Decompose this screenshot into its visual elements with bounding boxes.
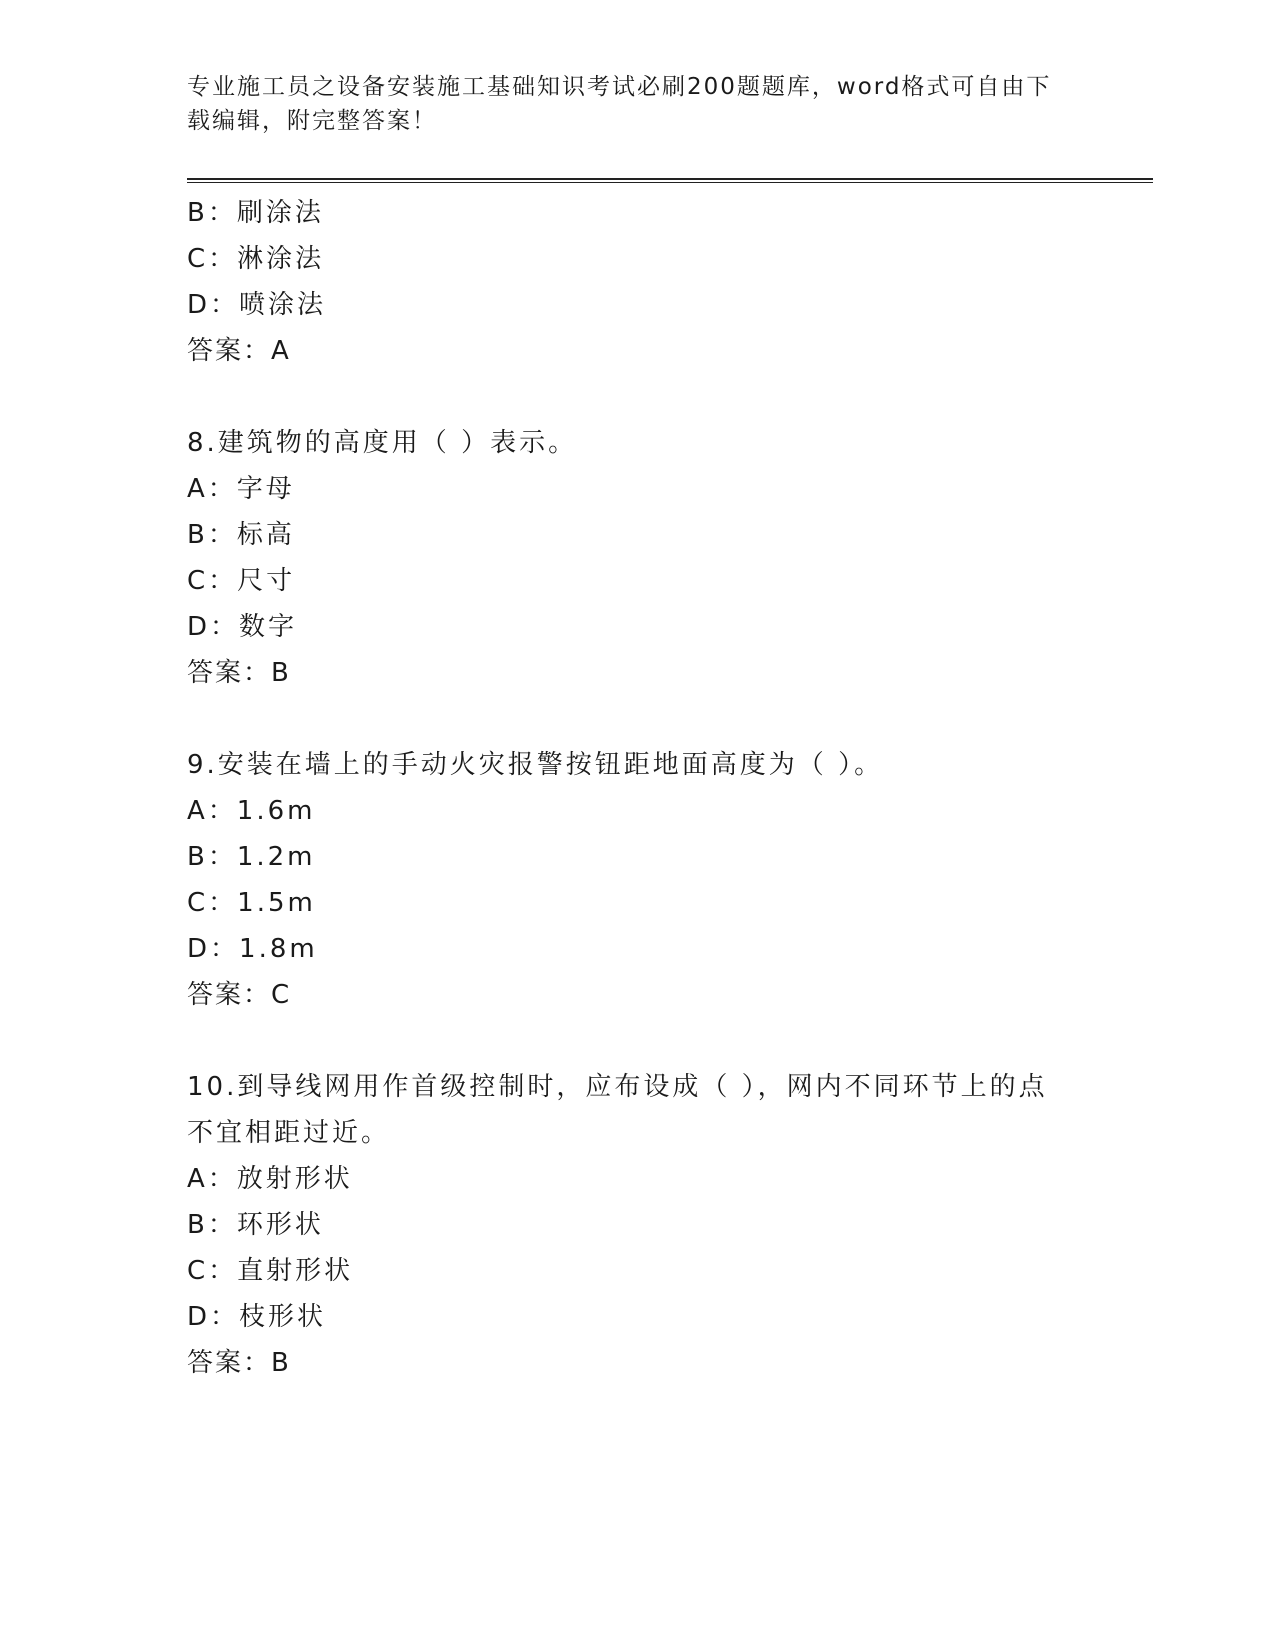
question-stem: 8.建筑物的高度用（ ）表示。 (187, 428, 578, 458)
option-b: B：环形状 (187, 1210, 324, 1240)
option-c: C：直射形状 (187, 1256, 354, 1286)
question-stem: 9.安装在墙上的手动火灾报警按钮距地面高度为（ ）。 (187, 750, 884, 780)
option-b: B：1.2m (187, 842, 316, 872)
spacer (187, 374, 1087, 420)
question-content (187, 190, 1087, 1386)
option-a: A：字母 (187, 474, 295, 504)
spacer (187, 1018, 1087, 1064)
header-divider (187, 178, 1153, 183)
option-d: D：1.8m (187, 934, 318, 964)
option-c: C：尺寸 (187, 566, 296, 596)
spacer (187, 696, 1087, 742)
option-a: A：1.6m (187, 796, 316, 826)
question-block-8 (187, 420, 1087, 696)
option-c: C：淋涂法 (187, 244, 325, 274)
answer-line: 答案：A (187, 336, 291, 366)
question-block-9 (187, 742, 1087, 1018)
question-block-10 (187, 1064, 1087, 1386)
option-d: D：数字 (187, 612, 298, 642)
option-c: C：1.5m (187, 888, 316, 918)
option-d: D：喷涂法 (187, 290, 327, 320)
question-stem: 10.到导线网用作首级控制时，应布设成（ ），网内不同环节上的点不宜相距过近。 (187, 1072, 1048, 1148)
option-b: B：刷涂法 (187, 198, 324, 228)
option-a: A：放射形状 (187, 1164, 353, 1194)
header-text: 专业施工员之设备安装施工基础知识考试必刷200题题库，word格式可自由下载编辑，附完整答案！ (187, 74, 1052, 134)
answer-line: 答案：B (187, 1348, 291, 1378)
page-header (187, 70, 1067, 138)
answer-line: 答案：C (187, 980, 292, 1010)
answer-line: 答案：B (187, 658, 291, 688)
question-block-continued (187, 190, 1087, 374)
option-b: B：标高 (187, 520, 295, 550)
option-d: D：枝形状 (187, 1302, 327, 1332)
